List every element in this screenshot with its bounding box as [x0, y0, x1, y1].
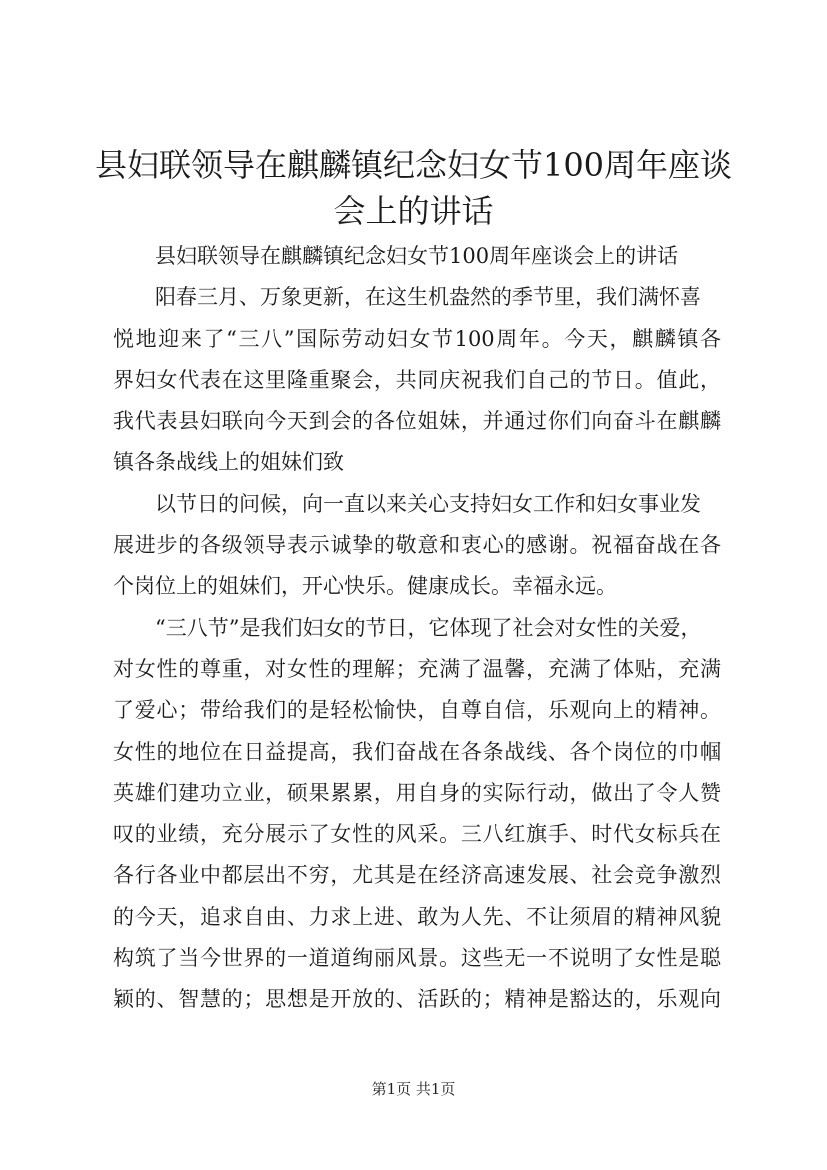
body-line: 构筑了当今世界的一道道绚丽风景。这些无一不说明了女性是聪	[113, 946, 721, 971]
body-line: 阳春三月、万象更新，在这生机盎然的季节里，我们满怀喜	[155, 285, 701, 310]
body-line: 颖的、智慧的；思想是开放的、活跃的；精神是豁达的，乐观向	[113, 987, 721, 1012]
body-line: 展进步的各级领导表示诚挚的敬意和衷心的感谢。祝福奋战在各	[113, 533, 721, 558]
body-line: 县妇联领导在麒麟镇纪念妇女节100周年座谈会上的讲话	[155, 244, 679, 268]
body-line: 我代表县妇联向今天到会的各位姐妹，并通过你们向奋斗在麒麟	[113, 409, 721, 434]
document-title	[80, 142, 747, 234]
page-footer: 第1页 共1页	[371, 1080, 456, 1098]
body-line: 对女性的尊重，对女性的理解；充满了温馨，充满了体贴，充满	[113, 656, 721, 681]
body-line: 各行各业中都层出不穷，尤其是在经济高速发展、社会竞争激烈	[113, 863, 721, 888]
body-line: 悦地迎来了“三八”国际劳动妇女节100周年。今天，麒麟镇各	[113, 326, 721, 351]
body-line: 英雄们建功立业，硕果累累，用自身的实际行动，做出了令人赞	[113, 780, 721, 805]
body-line: 个岗位上的姐妹们，开心快乐。健康成长。幸福永远。	[113, 574, 617, 599]
title-line-1: 县妇联领导在麒麟镇纪念妇女节100周年座谈	[94, 146, 733, 184]
body-line: 界妇女代表在这里隆重聚会，共同庆祝我们自己的节日。值此，	[113, 367, 721, 392]
body-line: 女性的地位在日益提高，我们奋战在各条战线、各个岗位的巾帼	[113, 739, 721, 764]
body-line: 以节日的问候，向一直以来关心支持妇女工作和妇女事业发	[155, 491, 701, 516]
document-body	[113, 236, 721, 1021]
body-line: 叹的业绩，充分展示了女性的风采。三八红旗手、时代女标兵在	[113, 822, 721, 847]
body-line: 了爱心；带给我们的是轻松愉快，自尊自信，乐观向上的精神。	[113, 698, 721, 723]
body-line: “三八节”是我们妇女的节日，它体现了社会对女性的关爱，	[155, 615, 702, 640]
body-line: 镇各条战线上的姐妹们致	[113, 450, 344, 475]
body-line: 的今天，追求自由、力求上进、敢为人先、不让须眉的精神风貌	[113, 904, 721, 929]
title-line-2: 会上的讲话	[333, 192, 494, 230]
